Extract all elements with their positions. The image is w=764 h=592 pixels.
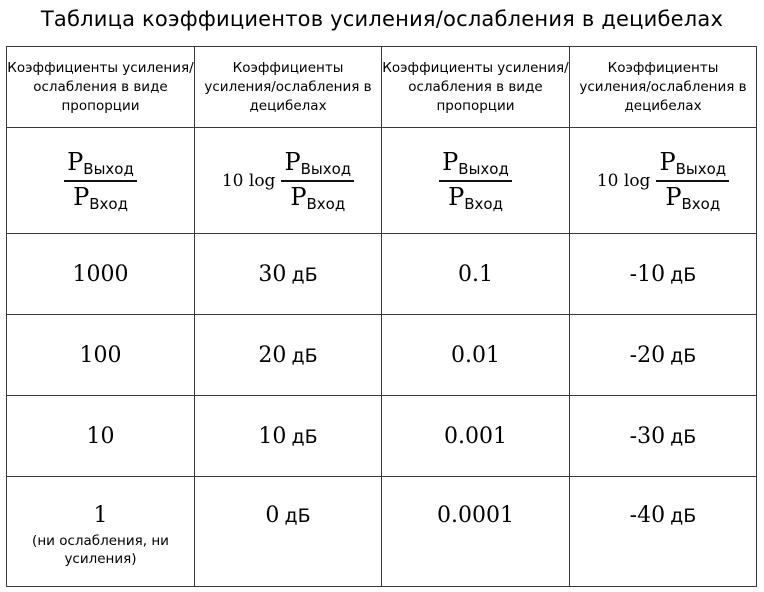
header-cell-ratio: Коэффициенты усиления/ослабления в виде пропорции [7, 47, 195, 128]
log-prefix: 10 log [221, 170, 276, 191]
page-title: Таблица коэффициентов усиления/ослабления в децибелах [40, 7, 724, 31]
neutral-note: (ни ослабления, ни усиления) [32, 533, 169, 567]
fraction [64, 147, 137, 215]
header-cell-db: Коэффициенты усиления/ослабления в децибелах [195, 47, 382, 128]
ratio-formula [439, 147, 512, 215]
ratio-gain-cell [7, 477, 195, 587]
denominator: PВход [448, 182, 503, 213]
ratio-gain-cell: 10 [7, 396, 195, 477]
db-loss-cell: -40 дБ [570, 477, 757, 587]
denominator: PВход [73, 182, 128, 213]
header-row [7, 47, 757, 128]
numerator: PВыход [284, 147, 352, 178]
header-cell-db: Коэффициенты усиления/ослабления в децибелах [570, 47, 757, 128]
db-gain-cell: 20 дБ [195, 315, 382, 396]
db-formula [597, 147, 729, 215]
ratio-formula [64, 147, 137, 215]
ratio-loss-cell: 0.01 [382, 315, 570, 396]
db-gain-cell: 10 дБ [195, 396, 382, 477]
ratio-loss-cell: 0.001 [382, 396, 570, 477]
log-prefix: 10 log [596, 170, 651, 191]
ratio-gain-cell: 100 [7, 315, 195, 396]
numerator: PВыход [659, 147, 727, 178]
denominator: PВход [665, 182, 721, 213]
db-loss-cell: -10 дБ [570, 234, 757, 315]
db-loss-cell: -30 дБ [570, 396, 757, 477]
formula-cell-db [570, 128, 757, 234]
header-cell-ratio: Коэффициенты усиления/ослабления в виде пропорции [382, 47, 570, 128]
table-row [7, 477, 757, 587]
numerator: PВыход [442, 147, 509, 178]
db-formula [222, 147, 354, 215]
db-gain-cell: 30 дБ [195, 234, 382, 315]
formula-cell-db [195, 128, 382, 234]
ratio-loss-cell: 0.0001 [382, 477, 570, 587]
db-loss-cell: -20 дБ [570, 315, 757, 396]
formula-cell-ratio [7, 128, 195, 234]
ratio-value: 1 [93, 503, 108, 528]
table-row [7, 315, 757, 396]
fraction [439, 147, 512, 215]
ratio-loss-cell: 0.1 [382, 234, 570, 315]
table-row [7, 234, 757, 315]
fraction [656, 147, 729, 215]
formula-row [7, 128, 757, 234]
db-gain-cell: 0 дБ [195, 477, 382, 587]
numerator: PВыход [67, 147, 134, 178]
ratio-gain-cell: 1000 [7, 234, 195, 315]
gain-table [6, 46, 757, 587]
denominator: PВход [290, 182, 346, 213]
fraction [281, 147, 354, 215]
formula-cell-ratio [382, 128, 570, 234]
table-row [7, 396, 757, 477]
